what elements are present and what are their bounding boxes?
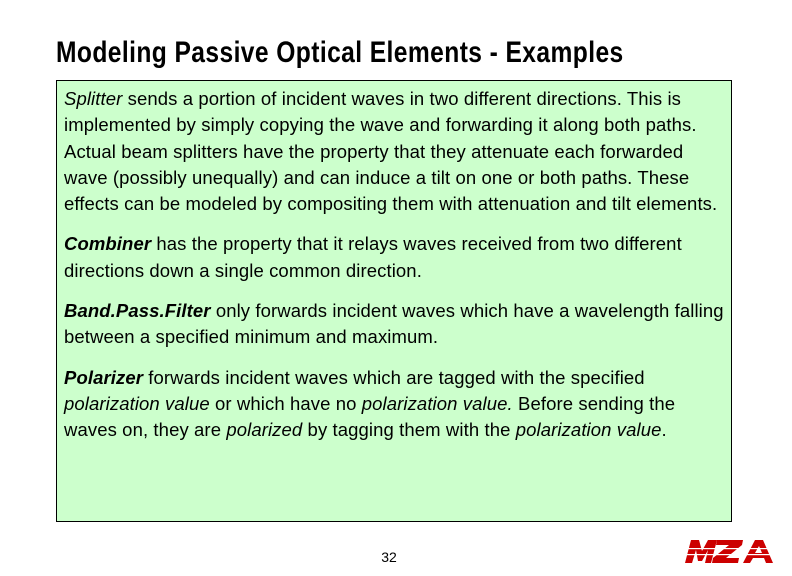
paragraph-text: only forwards incident waves which have a wavelength falling between a specified minimum and maximum. [64,300,724,348]
paragraph-splitter [64,86,725,217]
paragraph-polarizer [64,365,725,444]
content-box [56,80,732,522]
paragraph-text: forwards incident waves which are tagged with the specified [143,366,645,388]
term-bandpass-filter: Band.Pass.Filter [64,300,211,322]
paragraph-text: by tagging them with the [302,419,516,441]
emphasis-text: polarization value [515,419,662,441]
emphasis-text: polarization value. [361,392,513,414]
term-polarizer: Polarizer [64,366,144,388]
term-combiner: Combiner [64,233,152,255]
paragraph-combiner [64,231,725,284]
page-number: 32 [381,549,397,565]
paragraph-text: sends a portion of incident waves in two different directions. This is implemented by simply copying the wave and forwarding it along both paths. Actual beam splitters have the property that they attenuate each forwarded wave (possibly unequally) and can induce a tilt on one or both paths. These effects can be modeled by compositing them with attenuation and tilt elements. [64,88,718,215]
paragraph-text: . [661,419,667,441]
paragraph-text: has the property that it relays waves received from two different directions down a single common direction. [64,233,682,281]
slide-title: Modeling Passive Optical Elements - Examples [56,36,624,69]
paragraph-text: Before sending the waves on, they are [64,392,676,441]
mza-logo [683,539,775,564]
emphasis-text: polarized [226,419,303,441]
paragraph-bandpass [64,298,725,351]
term-splitter: Splitter [64,88,123,109]
paragraph-text: or which have no [209,392,362,414]
emphasis-text: polarization value [64,392,210,414]
